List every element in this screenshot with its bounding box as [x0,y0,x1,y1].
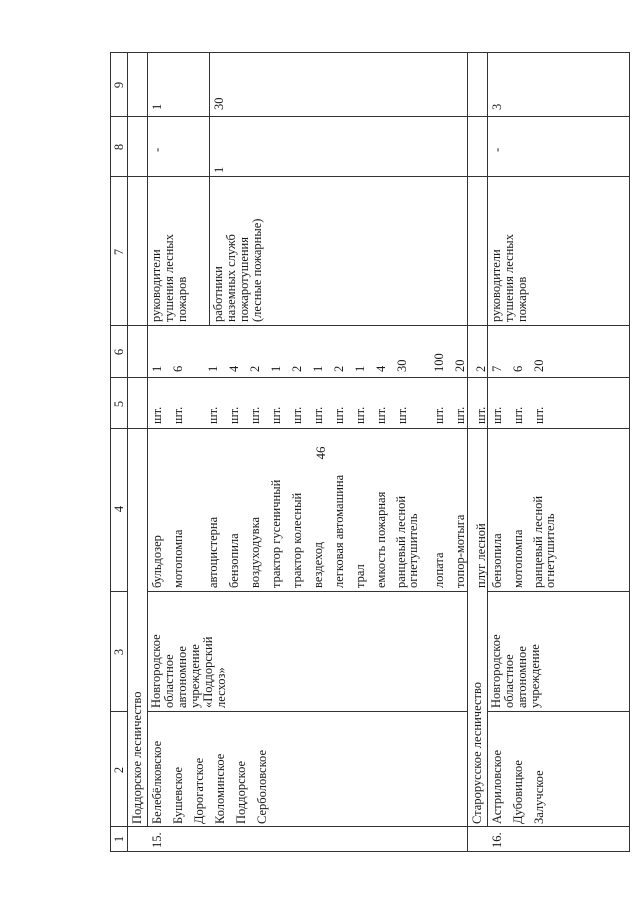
equipment-name: плуг лесной [474,523,488,588]
personnel-col9: 30 [212,97,226,110]
column-header-3: 3 [112,648,126,656]
forestry-name: Залучское [532,770,546,824]
equipment-unit: шт. [150,406,164,424]
equipment-name: бензопила [227,533,241,588]
forestry-name: Дорогатское [192,757,206,824]
forestry-name: Бушевское [171,766,185,824]
equipment-qty: 30 [395,359,409,372]
column-header-1: 1 [112,835,126,843]
forestry-name: Серболовское [255,750,269,824]
equipment-name: лопата [432,552,446,588]
institution-line: областное [162,654,176,708]
institution-line: областное [502,654,516,708]
equipment-name: вездеход [311,541,325,588]
column-divider [487,591,630,592]
equipment-name: трал [353,564,367,588]
equipment-qty: 4 [227,365,241,372]
personnel-line: пожаров [175,276,189,322]
equipment-unit: шт. [432,406,446,424]
column-divider [147,591,467,592]
column-divider [147,711,467,712]
equipment-qty: 1 [311,365,325,372]
equipment-qty: 1 [269,365,283,372]
table-row [432,53,453,588]
equipment-unit: шт. [374,406,388,424]
column-header-7: 7 [112,248,126,256]
equipment-qty: 20 [453,359,467,372]
personnel-col9: 1 [150,103,164,110]
personnel-col8: - [490,147,504,152]
column-divider [110,826,630,827]
row-number: 15. [150,832,164,848]
equipment-unit: шт. [311,406,325,424]
equipment-table [110,52,630,852]
equipment-qty: 1 [206,365,220,372]
institution-line: учреждение [188,644,202,708]
forestry-name: Дубовицкое [511,760,525,824]
equipment-qty: 2 [248,365,262,372]
equipment-unit: шт. [171,406,185,424]
equipment-unit: шт. [395,406,409,424]
forestry-name: Белебёлковское [150,740,164,824]
equipment-qty: 2 [290,365,304,372]
institution-line: учреждение [528,644,542,708]
personnel-col8: 1 [212,166,226,173]
equipment-unit: шт. [511,406,525,424]
equipment-qty: 6 [511,365,525,372]
column-header-4: 4 [112,505,126,513]
institution-line: «Поддорский [201,636,215,708]
header-divider [127,52,128,852]
personnel-line: тушения лесных [162,234,176,322]
equipment-name: легковая автомашина [332,474,346,588]
table-row [532,53,562,588]
equipment-name: трактор колесный [290,492,304,588]
row-number: 16. [490,832,504,848]
personnel-line: руководители [149,249,163,322]
equipment-name: бульдозер [150,535,164,588]
table-row [374,53,395,588]
personnel-line: руководители [489,249,503,322]
equipment-qty: 4 [374,365,388,372]
personnel-col8: - [150,147,164,152]
institution-line: лесхоз» [214,667,228,708]
equipment-name: емкость пожарная [374,491,388,588]
equipment-qty: 20 [532,359,546,372]
equipment-qty: 7 [490,365,504,372]
table-border [629,52,630,852]
equipment-unit: шт. [290,406,304,424]
column-header-5: 5 [112,400,126,408]
equipment-qty: 2 [332,365,346,372]
personnel-entry [150,234,189,322]
institution-line: автономное [175,646,189,708]
institution-line: Новгородское [489,634,503,708]
forestry-name: Астриловское [490,749,504,824]
column-divider [110,711,128,712]
column-divider [487,711,630,712]
table-border [110,52,111,852]
column-header-9: 9 [112,81,126,89]
section-title: Поддорское лесничество [130,691,144,824]
personnel-entry [212,219,264,322]
institution-line: Новгородское [149,634,163,708]
equipment-name: мотопомпа [511,529,525,588]
personnel-col9: 3 [490,103,504,110]
table-row [332,53,353,588]
table-row [269,53,290,588]
equipment-unit: шт. [453,406,467,424]
personnel-line: работники [211,266,225,322]
forestry-list [150,741,276,824]
table-row [453,53,474,588]
equipment-name-line: огнетушитель [543,513,557,588]
column-divider [110,591,128,592]
equipment-qty: 100 [432,353,446,372]
equipment-name: воздуходувка [248,517,262,588]
equipment-unit: шт. [248,406,262,424]
equipment-name: трактор гусеничный [269,479,283,588]
section-title: Старорусское лесничество [470,681,484,824]
column-header-8: 8 [112,143,126,151]
personnel-line: пожаров [515,276,529,322]
equipment-name: бензопила [490,533,504,588]
table-row [311,53,332,588]
equipment-unit: шт. [474,406,488,424]
equipment-list [150,53,495,588]
equipment-unit: шт. [206,406,220,424]
column-header-2: 2 [112,766,126,774]
forestry-list [490,750,553,824]
equipment-unit: шт. [269,406,283,424]
table-row [353,53,374,588]
equipment-name-line: ранцевый лесной [531,495,545,588]
personnel-entry [490,234,529,322]
institution-name [490,634,542,708]
column-header-6: 6 [112,348,126,356]
personnel-line: наземных служб [224,234,238,322]
equipment-name [532,496,556,588]
equipment-name-line: ранцевый лесной [394,495,408,588]
page-number: 46 [313,446,328,460]
equipment-qty: 1 [150,365,164,372]
personnel-line: тушения лесных [502,234,516,322]
forestry-name: Коломинское [213,753,227,824]
equipment-unit: шт. [353,406,367,424]
table-border [110,851,630,852]
equipment-qty: 6 [171,365,185,372]
equipment-name-line: огнетушитель [406,513,420,588]
equipment-unit: шт. [332,406,346,424]
equipment-name: автоцистерна [206,516,220,588]
equipment-unit: шт. [227,406,241,424]
table-row [290,53,311,588]
equipment-qty: 2 [474,365,488,372]
equipment-qty: 1 [353,365,367,372]
equipment-name [395,496,419,588]
institution-line: автономное [515,646,529,708]
equipment-unit: шт. [490,406,504,424]
institution-name [150,634,228,708]
equipment-name: топор-мотыга [453,514,467,588]
equipment-name: мотопомпа [171,529,185,588]
personnel-line: пожаротушения [237,237,251,322]
forestry-name: Поддорское [234,760,248,824]
table-row [395,53,432,588]
personnel-line: (лесные пожарные) [250,218,264,322]
equipment-unit: шт. [532,406,546,424]
